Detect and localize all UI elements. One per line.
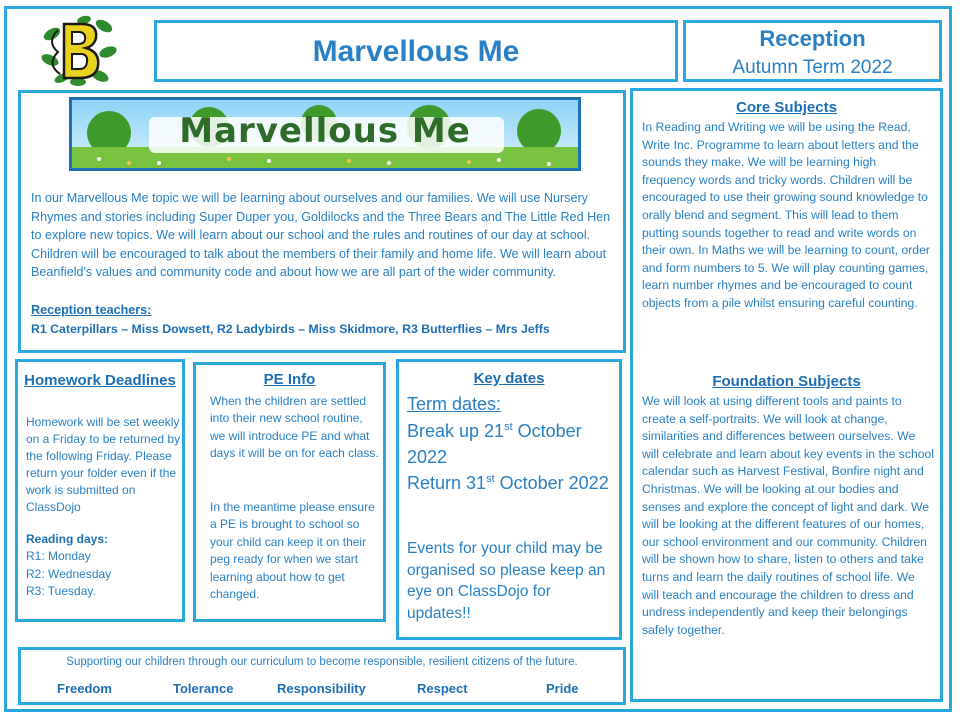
value-freedom: Freedom [57, 681, 112, 696]
values-box [18, 647, 626, 705]
topic-box [18, 90, 626, 353]
term-dates [407, 418, 617, 496]
term-dates-label: Term dates: [407, 394, 502, 414]
values-row [21, 681, 623, 699]
pe-info-box [193, 362, 386, 622]
key-dates-heading: Key dates [473, 370, 545, 387]
pe-text-meantime: In the meantime please ensure a PE is brought to school so your child can keep it on their peg ready for when we start learning about how to get changed. [210, 500, 375, 602]
reading-day: R2: Wednesday [26, 566, 112, 581]
term-box [683, 20, 942, 82]
topic-description: In our Marvellous Me topic we will be learning about ourselves and our families. We will use Nursery Rhymes and stories including Super Duper you, Goldilocks and the Three Bears and The Little Red Hen to explore new topics. We will learn about our school and the rules and routines of our day at school. Children will be encouraged to talk about the members of their family and home life. We will learn about Beanfield's values and community code and about how we are all part of the wider community. [31, 191, 611, 280]
core-subjects-heading: Core Subjects [736, 99, 837, 116]
value-respect: Respect [417, 681, 468, 696]
class-name: Reception [759, 26, 866, 51]
reading-day: R1: Monday [26, 549, 91, 563]
value-tolerance: Tolerance [173, 681, 234, 696]
school-logo-icon [38, 12, 118, 88]
pe-heading: PE Info [263, 371, 316, 388]
core-subjects-text: In Reading and Writing we will be using the Read, Write Inc. Programme to learn about letters and the sounds they make. We will be learning high frequency words and tricky words. Children will be encouraged to use their growing sound knowledge to orally blend and segment. This will lead to them putting sounds together to read and write words on their own. In Maths we will be learning to count, order and form numbers to 5. We will play counting games, learn number rhymes and be encouraged to count objects from a pile whilst ensuring careful counting. [642, 120, 930, 310]
foundation-subjects-heading: Foundation Subjects [712, 373, 861, 390]
title-box [154, 20, 678, 82]
reading-days-heading: Reading days: [26, 532, 109, 546]
topic-banner-image [69, 97, 581, 171]
banner-text: Marvellous Me [179, 111, 471, 151]
pe-text-intro: When the children are settled into their new school routine, we will introduce PE and what days it will be on for each class. [210, 394, 379, 461]
homework-text: Homework will be set weekly on a Friday to be returned by the following Friday. Please return your folder even if the work is submitted on ClassDojo [26, 415, 181, 514]
foundation-subjects-text: We will look at using different tools and paints to create a self-portraits. We will look at change, similarities and differences between ourselves. We will celebrate and learn about key events in the school calendar such as Harvest Festival, Bonfire night and Christmas. We will be looking at our bodies and senses and explore the concept of light and dark. We will be looking at the different features of our homes, our school environment and our community. Children will be shown how to share, listen to others and take turns and learn the daily routines of school life. We will teach and encourage the children to dress and undress independently and keep their belongings safely together. [642, 394, 935, 637]
homework-box [15, 359, 185, 622]
teachers-heading: Reception teachers: [31, 303, 152, 317]
teachers-list: R1 Caterpillars – Miss Dowsett, R2 Ladybirds – Miss Skidmore, R3 Butterflies – Mrs Jeffs [31, 322, 550, 336]
key-dates-box [396, 359, 622, 640]
motto-text: Supporting our children through our curriculum to become responsible, resilient citizens of the future. [66, 656, 578, 668]
page-title: Marvellous Me [312, 35, 520, 68]
reading-days-list [26, 548, 111, 601]
value-pride: Pride [546, 681, 579, 696]
term-label: Autumn Term 2022 [732, 57, 893, 78]
value-responsibility: Responsibility [277, 681, 366, 696]
break-up-date: Break up 21st October 2022 [407, 421, 582, 467]
events-note: Events for your child may be organised so please keep an eye on ClassDojo for updates!! [407, 540, 606, 622]
subjects-box [630, 88, 943, 702]
return-date: Return 31st October 2022 [407, 473, 609, 493]
reading-day: R3: Tuesday. [26, 584, 96, 598]
homework-heading: Homework Deadlines [24, 372, 176, 389]
